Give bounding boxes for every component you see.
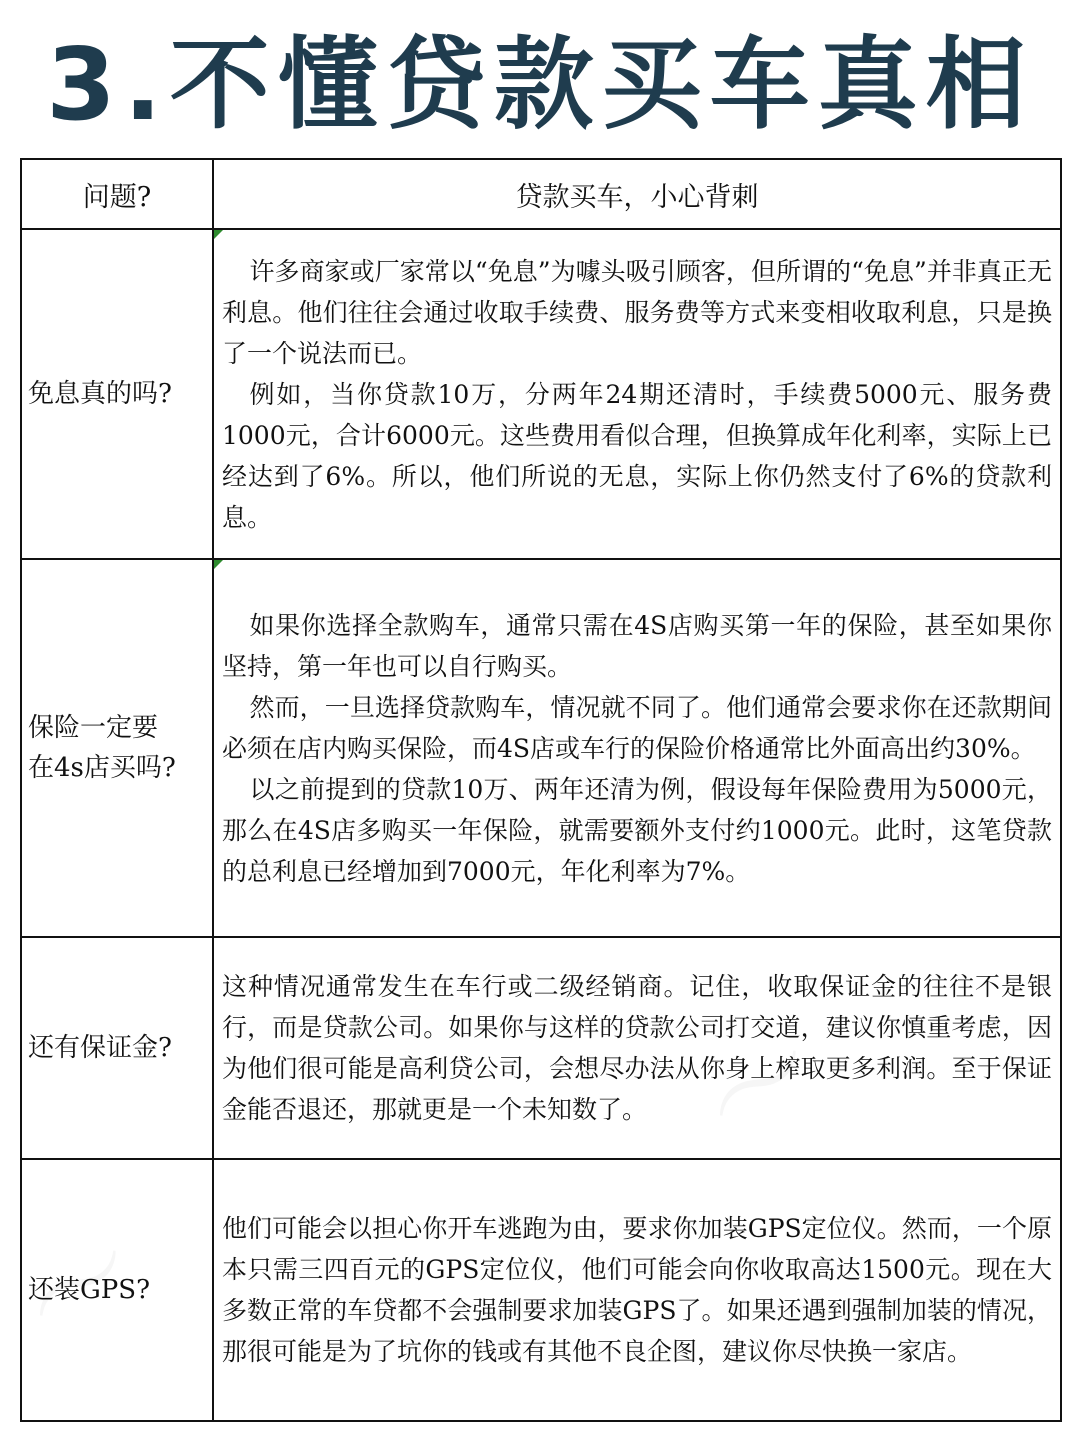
answer-paragraph: 然而，一旦选择贷款购车，情况就不同了。他们通常会要求你在还款期间必须在店内购买保险，而4S店或车行的保险价格通常比外面高出约30%。 — [222, 692, 1052, 763]
cell-corner-mark — [214, 230, 223, 239]
page-title: 3.不懂贷款买车真相 — [46, 26, 1034, 143]
header-question: 问题? — [21, 159, 213, 229]
header-answer: 贷款买车，小心背刺 — [213, 159, 1061, 229]
answer-paragraph: 这种情况通常发生在车行或二级经销商。记住，收取保证金的往往不是银行，而是贷款公司。如果你与这样的贷款公司打交道，建议你慎重考虑，因为他们很可能是高利贷公司，会想尽办法从你身上榨取更多利润。至于保证金能否退还，那就更是一个未知数了。 — [222, 972, 1052, 1124]
answer-paragraph: 如果你选择全款购车，通常只需在4S店购买第一年的保险，甚至如果你坚持，第一年也可以自行购买。 — [222, 610, 1052, 681]
table-row — [21, 229, 1061, 559]
answer-paragraph: 他们可能会以担心你开车逃跑为由，要求你加装GPS定位仪。然而，一个原本只需三四百元的GPS定位仪，他们可能会向你收取高达1500元。现在大多数正常的车贷都不会强制要求加装GPS了。如果还遇到强制加装的情况，那很可能是为了坑你的钱或有其他不良企图，建议你尽快换一家店。 — [222, 1214, 1052, 1366]
cell-corner-mark — [214, 560, 223, 569]
table-header-row — [21, 159, 1061, 229]
answer-paragraph: 例如，当你贷款10万，分两年24期还清时，手续费5000元、服务费1000元，合计6000元。这些费用看似合理，但换算成年化利率，实际上已经达到了6%。所以，他们所说的无息，实际上你仍然支付了6%的贷款利息。 — [222, 379, 1052, 532]
table-row — [21, 937, 1061, 1159]
row-question-line: 在4s店买吗? — [28, 753, 176, 783]
answer-paragraph: 以之前提到的贷款10万、两年还清为例，假设每年保险费用为5000元，那么在4S店多购买一年保险，就需要额外支付约1000元。此时，这笔贷款的总利息已经增加到7000元，年化利率为7%。 — [222, 774, 1052, 886]
info-table — [20, 158, 1062, 1422]
row-answer — [213, 1159, 1061, 1421]
table-row — [21, 1159, 1061, 1421]
table-row — [21, 559, 1061, 937]
row-question — [21, 559, 213, 937]
row-question: 免息真的吗? — [21, 229, 213, 559]
row-question: 还装GPS? — [21, 1159, 213, 1421]
row-question: 还有保证金? — [21, 937, 213, 1159]
row-answer — [213, 559, 1061, 937]
row-answer — [213, 937, 1061, 1159]
row-question-line: 保险一定要 — [28, 713, 159, 743]
row-answer — [213, 229, 1061, 559]
answer-paragraph: 许多商家或厂家常以“免息”为噱头吸引顾客，但所谓的“免息”并非真正无利息。他们往往会通过收取手续费、服务费等方式来变相收取利息，只是换了一个说法而已。 — [222, 256, 1052, 368]
